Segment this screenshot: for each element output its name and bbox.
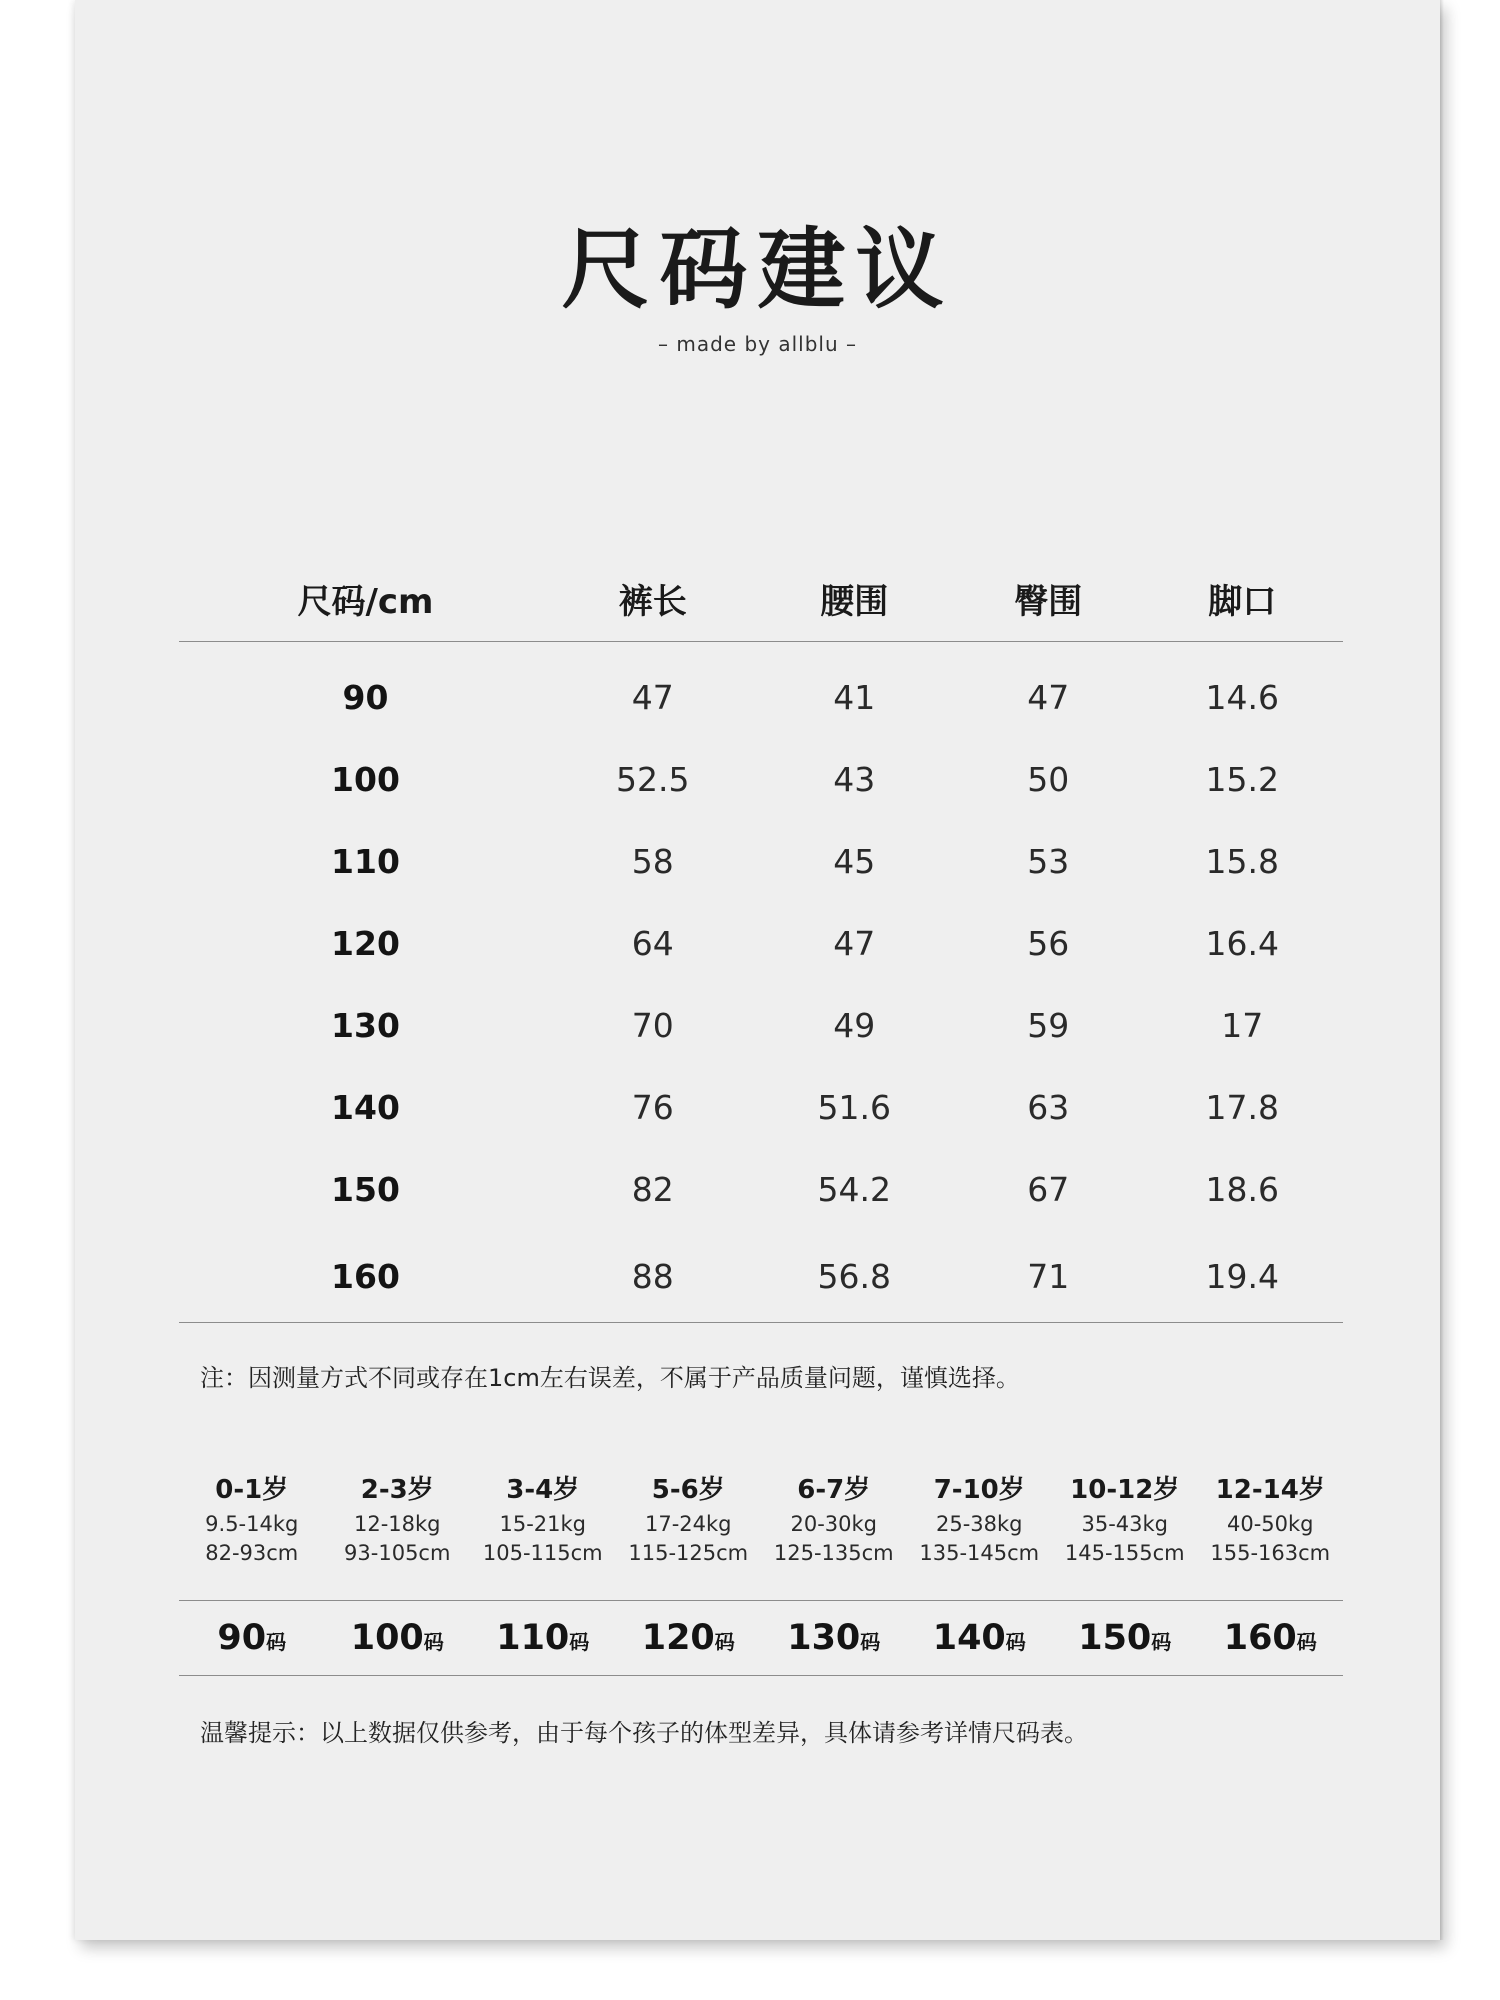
height-range: 145-155cm	[1064, 1541, 1185, 1565]
size-code-unit: 码	[860, 1630, 881, 1654]
waist-cell: 54.2	[817, 1169, 891, 1209]
pants-length-cell: 52.5	[615, 759, 690, 799]
warm-tip: 温馨提示：以上数据仅供参考，由于每个孩子的体型差异，具体请参考详情尺码表。	[200, 1719, 1088, 1747]
height-range: 125-135cm	[773, 1541, 894, 1565]
weight-range: 15-21kg	[499, 1512, 586, 1536]
weight-range: 12-18kg	[353, 1512, 441, 1536]
pants-length-cell: 47	[631, 677, 674, 717]
size-code	[1198, 1618, 1344, 1658]
hip-cell: 56	[1027, 923, 1070, 963]
column-header-size: 尺码/cm	[179, 555, 552, 642]
column-header-leg-opening: 脚口	[1141, 555, 1343, 642]
measurement-note: 注：因测量方式不同或存在1cm左右误差，不属于产品质量问题，谨慎选择。	[200, 1364, 1020, 1392]
column-header-waist: 腰围	[753, 555, 955, 642]
column-header-hip: 臀围	[955, 555, 1141, 642]
size-cell: 120	[331, 923, 400, 963]
weight-range: 20-30kg	[790, 1512, 877, 1536]
size-cell: 100	[331, 759, 400, 799]
height-range: 93-105cm	[344, 1541, 451, 1565]
age-label: 2-3岁	[360, 1475, 434, 1505]
hip-cell: 63	[1027, 1087, 1070, 1127]
height-range: 105-115cm	[482, 1541, 603, 1565]
size-code	[325, 1618, 471, 1658]
age-label: 5-6岁	[651, 1475, 725, 1505]
table-row	[179, 984, 1343, 1066]
age-guide-item	[616, 1470, 762, 1568]
hip-cell: 50	[1027, 759, 1070, 799]
waist-cell: 43	[833, 759, 876, 799]
size-table	[179, 555, 1343, 1323]
height-range: 155-163cm	[1210, 1541, 1331, 1565]
hip-cell: 47	[1027, 677, 1070, 717]
age-label: 3-4岁	[506, 1475, 580, 1505]
waist-cell: 56.8	[753, 1230, 955, 1323]
hip-cell: 67	[1027, 1169, 1070, 1209]
waist-cell: 45	[833, 841, 876, 881]
age-guide-item	[470, 1470, 616, 1568]
age-guide-item	[1052, 1470, 1198, 1568]
size-code-unit: 码	[569, 1630, 590, 1654]
table-row	[179, 1148, 1343, 1230]
age-label: 10-12岁	[1070, 1475, 1180, 1505]
pants-length-cell: 88	[552, 1230, 754, 1323]
age-label: 6-7岁	[797, 1475, 871, 1505]
size-code-number: 100	[350, 1618, 424, 1658]
leg-opening-cell: 17	[1221, 1005, 1264, 1045]
size-guide-card	[75, 0, 1440, 1940]
size-code-unit: 码	[423, 1630, 444, 1654]
size-code-number: 150	[1078, 1618, 1152, 1658]
leg-opening-cell: 18.6	[1205, 1169, 1279, 1209]
size-code-number: 130	[787, 1618, 861, 1658]
leg-opening-cell: 14.6	[1205, 677, 1279, 717]
table-row	[179, 1230, 1343, 1323]
size-code-unit: 码	[714, 1630, 735, 1654]
column-header-pants-length: 裤长	[552, 555, 754, 642]
table-row	[179, 902, 1343, 984]
size-code-unit: 码	[1151, 1630, 1172, 1654]
size-code-unit: 码	[1005, 1630, 1026, 1654]
size-cell: 130	[331, 1005, 400, 1045]
height-range: 115-125cm	[628, 1541, 749, 1565]
age-guide-item	[179, 1470, 325, 1568]
waist-cell: 51.6	[817, 1087, 891, 1127]
size-cell: 140	[331, 1087, 400, 1127]
hip-cell: 59	[1027, 1005, 1070, 1045]
table-row	[179, 1066, 1343, 1148]
size-cell: 90	[342, 677, 389, 717]
weight-range: 17-24kg	[644, 1512, 732, 1536]
size-code	[616, 1618, 762, 1658]
age-guide-item	[1198, 1470, 1344, 1568]
page-subtitle: – made by allblu –	[658, 332, 857, 356]
age-guide-item	[325, 1470, 471, 1568]
size-cell: 110	[331, 841, 400, 881]
size-code-row	[179, 1600, 1343, 1676]
table-header-row	[179, 555, 1343, 642]
waist-cell: 49	[833, 1005, 876, 1045]
size-code	[907, 1618, 1053, 1658]
age-guide-grid	[179, 1470, 1343, 1568]
size-code	[761, 1618, 907, 1658]
weight-range: 35-43kg	[1081, 1512, 1168, 1536]
age-label: 7-10岁	[933, 1475, 1025, 1505]
pants-length-cell: 76	[631, 1087, 674, 1127]
leg-opening-cell: 16.4	[1205, 923, 1279, 963]
weight-range: 25-38kg	[935, 1512, 1023, 1536]
leg-opening-cell: 19.4	[1141, 1230, 1343, 1323]
height-range: 82-93cm	[205, 1541, 299, 1565]
size-code-number: 110	[496, 1618, 570, 1658]
waist-cell: 41	[833, 677, 876, 717]
table-row	[179, 820, 1343, 902]
age-label: 0-1岁	[215, 1475, 289, 1505]
size-cell: 150	[331, 1169, 400, 1209]
size-code	[470, 1618, 616, 1658]
age-guide-item	[761, 1470, 907, 1568]
height-range: 135-145cm	[919, 1541, 1040, 1565]
table-row	[179, 642, 1343, 739]
size-code	[1052, 1618, 1198, 1658]
size-code-unit: 码	[266, 1630, 287, 1654]
pants-length-cell: 58	[631, 841, 674, 881]
waist-cell: 47	[833, 923, 876, 963]
hip-cell: 71	[955, 1230, 1141, 1323]
pants-length-cell: 70	[631, 1005, 674, 1045]
pants-length-cell: 82	[631, 1169, 674, 1209]
weight-range: 40-50kg	[1226, 1512, 1314, 1536]
pants-length-cell: 64	[631, 923, 674, 963]
leg-opening-cell: 15.2	[1205, 759, 1279, 799]
page-title: 尺码建议	[561, 218, 954, 321]
size-code-number: 90	[217, 1618, 267, 1658]
age-label: 12-14岁	[1215, 1475, 1325, 1505]
size-cell: 160	[179, 1230, 552, 1323]
card-shadow-edge	[1440, 0, 1444, 1940]
size-code-unit: 码	[1296, 1630, 1317, 1654]
table-row	[179, 738, 1343, 820]
size-code-number: 140	[932, 1618, 1006, 1658]
size-code-number: 120	[641, 1618, 715, 1658]
leg-opening-cell: 17.8	[1205, 1087, 1279, 1127]
leg-opening-cell: 15.8	[1205, 841, 1279, 881]
age-guide-item	[907, 1470, 1053, 1568]
size-code-number: 160	[1223, 1618, 1297, 1658]
hip-cell: 53	[1027, 841, 1070, 881]
size-code	[179, 1618, 325, 1658]
weight-range: 9.5-14kg	[205, 1512, 299, 1536]
